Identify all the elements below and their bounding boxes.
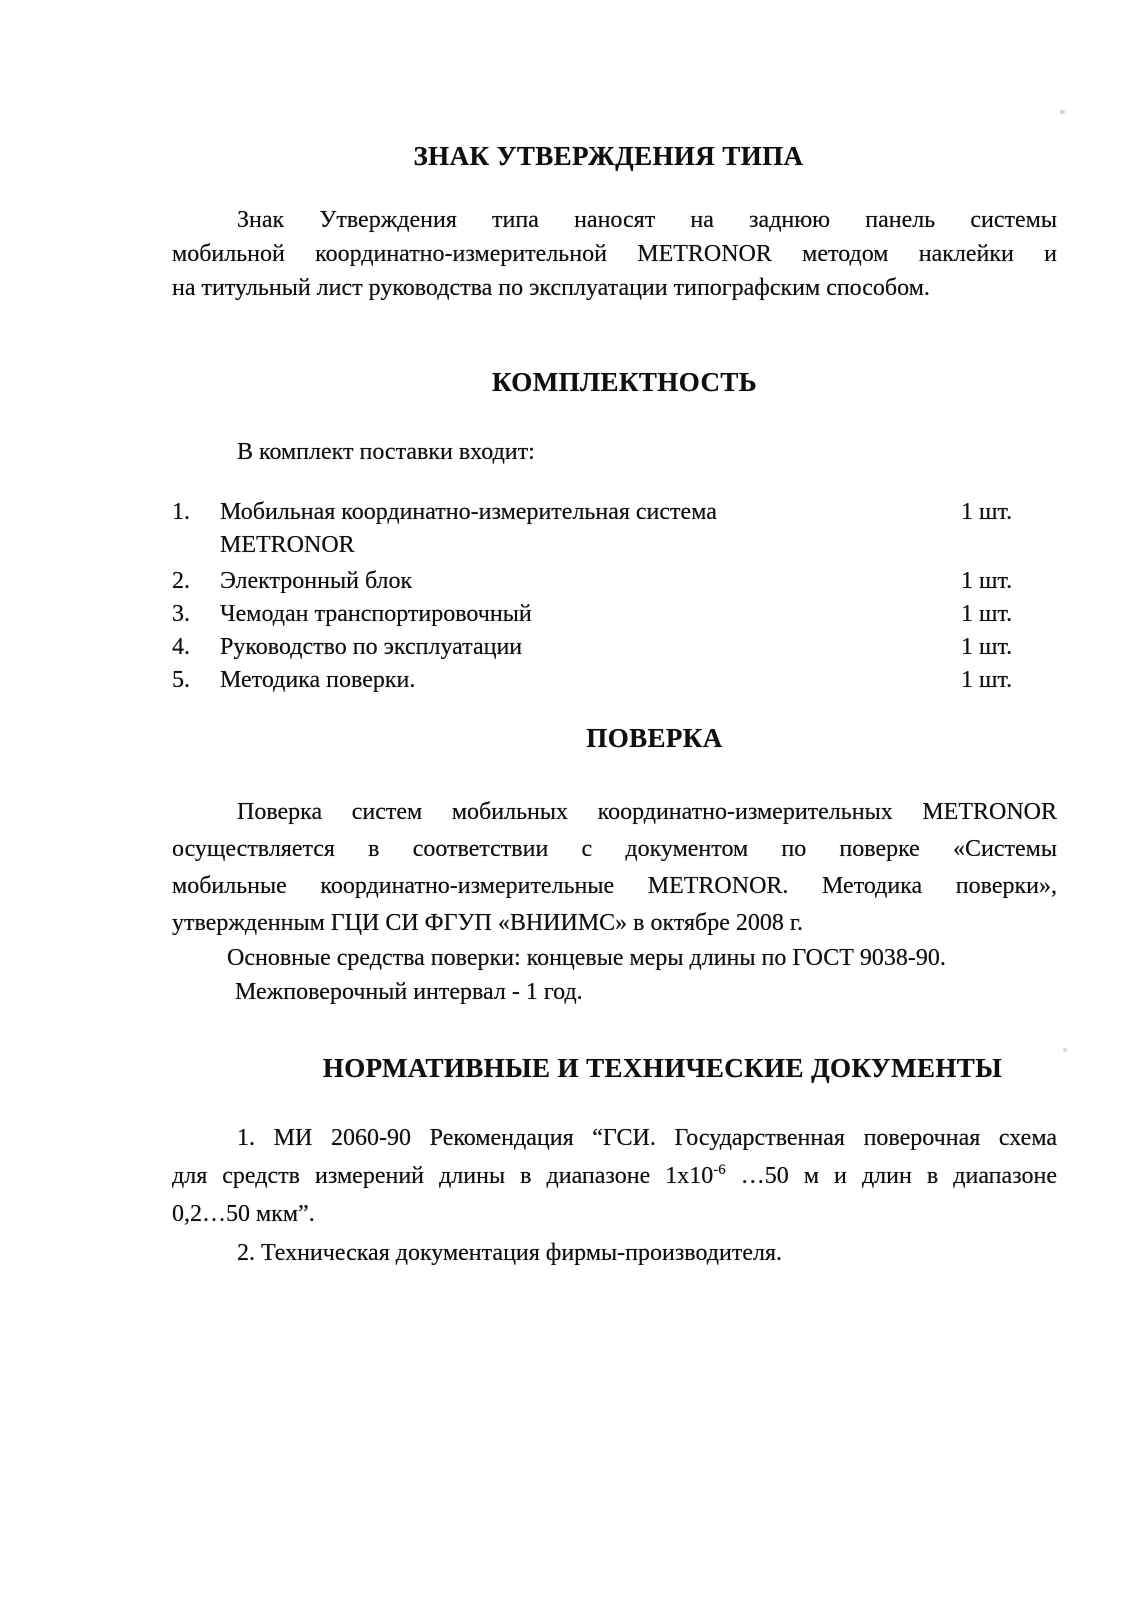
paragraph-line: на титульный лист руководства по эксплуатации типографским способом. bbox=[172, 275, 930, 301]
scan-speck bbox=[1060, 110, 1065, 114]
scan-speck bbox=[1063, 1048, 1067, 1052]
paragraph-line bbox=[172, 1157, 1057, 1195]
item-qty: 1 шт. bbox=[961, 601, 1013, 627]
item-text: Электронный блок bbox=[220, 568, 413, 594]
poverka-paragraph bbox=[172, 794, 1057, 942]
item-number: 5. bbox=[172, 667, 190, 693]
normdocs-paragraph bbox=[172, 1119, 1057, 1233]
item-qty: 1 шт. bbox=[961, 667, 1013, 693]
item-qty: 1 шт. bbox=[961, 568, 1013, 594]
doc-title: ЗНАК УТВЕРЖДЕНИЯ ТИПА bbox=[413, 141, 804, 171]
item-text-line: Мобильная координатно-измерительная система bbox=[220, 499, 717, 525]
item-qty: 1 шт. bbox=[961, 499, 1013, 525]
poverka-interval-line: Межповерочный интервал - 1 год. bbox=[235, 979, 583, 1005]
poverka-sredstva-line: Основные средства поверки: концевые меры длины по ГОСТ 9038-90. bbox=[227, 945, 946, 971]
list-item bbox=[172, 598, 1057, 631]
normdocs-item2-line: 2. Техническая документация фирмы-производителя. bbox=[237, 1240, 782, 1266]
paragraph-line: утвержденным ГЦИ СИ ФГУП «ВНИИМС» в октябре 2008 г. bbox=[172, 910, 804, 936]
item-number: 2. bbox=[172, 568, 190, 594]
item-number: 3. bbox=[172, 601, 190, 627]
item-qty: 1 шт. bbox=[961, 634, 1013, 660]
paragraph-line: Знак Утверждения типа наносят на заднюю панель системы bbox=[237, 207, 1057, 233]
section-heading-komplektnost: КОМПЛЕКТНОСТЬ bbox=[492, 367, 757, 397]
item-number: 4. bbox=[172, 634, 190, 660]
line-text: …50 м и длин в диапазоне bbox=[725, 1163, 1057, 1189]
znak-paragraph bbox=[172, 203, 1057, 305]
list-item bbox=[172, 664, 1057, 697]
item-text: Чемодан транспортировочный bbox=[220, 601, 532, 627]
paragraph-line: осуществляется в соответствии с документом по поверке «Системы bbox=[172, 836, 1057, 862]
section-heading-poverka: ПОВЕРКА bbox=[586, 723, 723, 753]
superscript-exponent: -6 bbox=[713, 1162, 726, 1178]
paragraph-line: 0,2…50 мкм”. bbox=[172, 1201, 315, 1227]
komplekt-list bbox=[172, 496, 1057, 697]
item-text bbox=[220, 496, 961, 562]
paragraph-line: Поверка систем мобильных координатно-измерительных METRONOR bbox=[237, 799, 1057, 825]
item-text-line: METRONOR bbox=[220, 532, 355, 558]
section-heading-normdocs: НОРМАТИВНЫЕ И ТЕХНИЧЕСКИЕ ДОКУМЕНТЫ bbox=[322, 1053, 1003, 1083]
komplekt-intro: В комплект поставки входит: bbox=[237, 439, 535, 465]
list-item bbox=[172, 565, 1057, 598]
paragraph-line: 1. МИ 2060-90 Рекомендация “ГСИ. Государственная поверочная схема bbox=[237, 1125, 1057, 1151]
list-item bbox=[172, 631, 1057, 664]
line-text: для средств измерений длины в диапазоне 1х10 bbox=[172, 1163, 714, 1189]
item-text: Методика поверки. bbox=[220, 667, 416, 693]
list-item bbox=[172, 496, 1057, 562]
paragraph-line: мобильной координатно-измерительной METRONOR методом наклейки и bbox=[172, 241, 1057, 267]
item-text: Руководство по эксплуатации bbox=[220, 634, 523, 660]
item-number: 1. bbox=[172, 499, 190, 525]
paragraph-line: мобильные координатно-измерительные METRONOR. Методика поверки», bbox=[172, 873, 1057, 899]
